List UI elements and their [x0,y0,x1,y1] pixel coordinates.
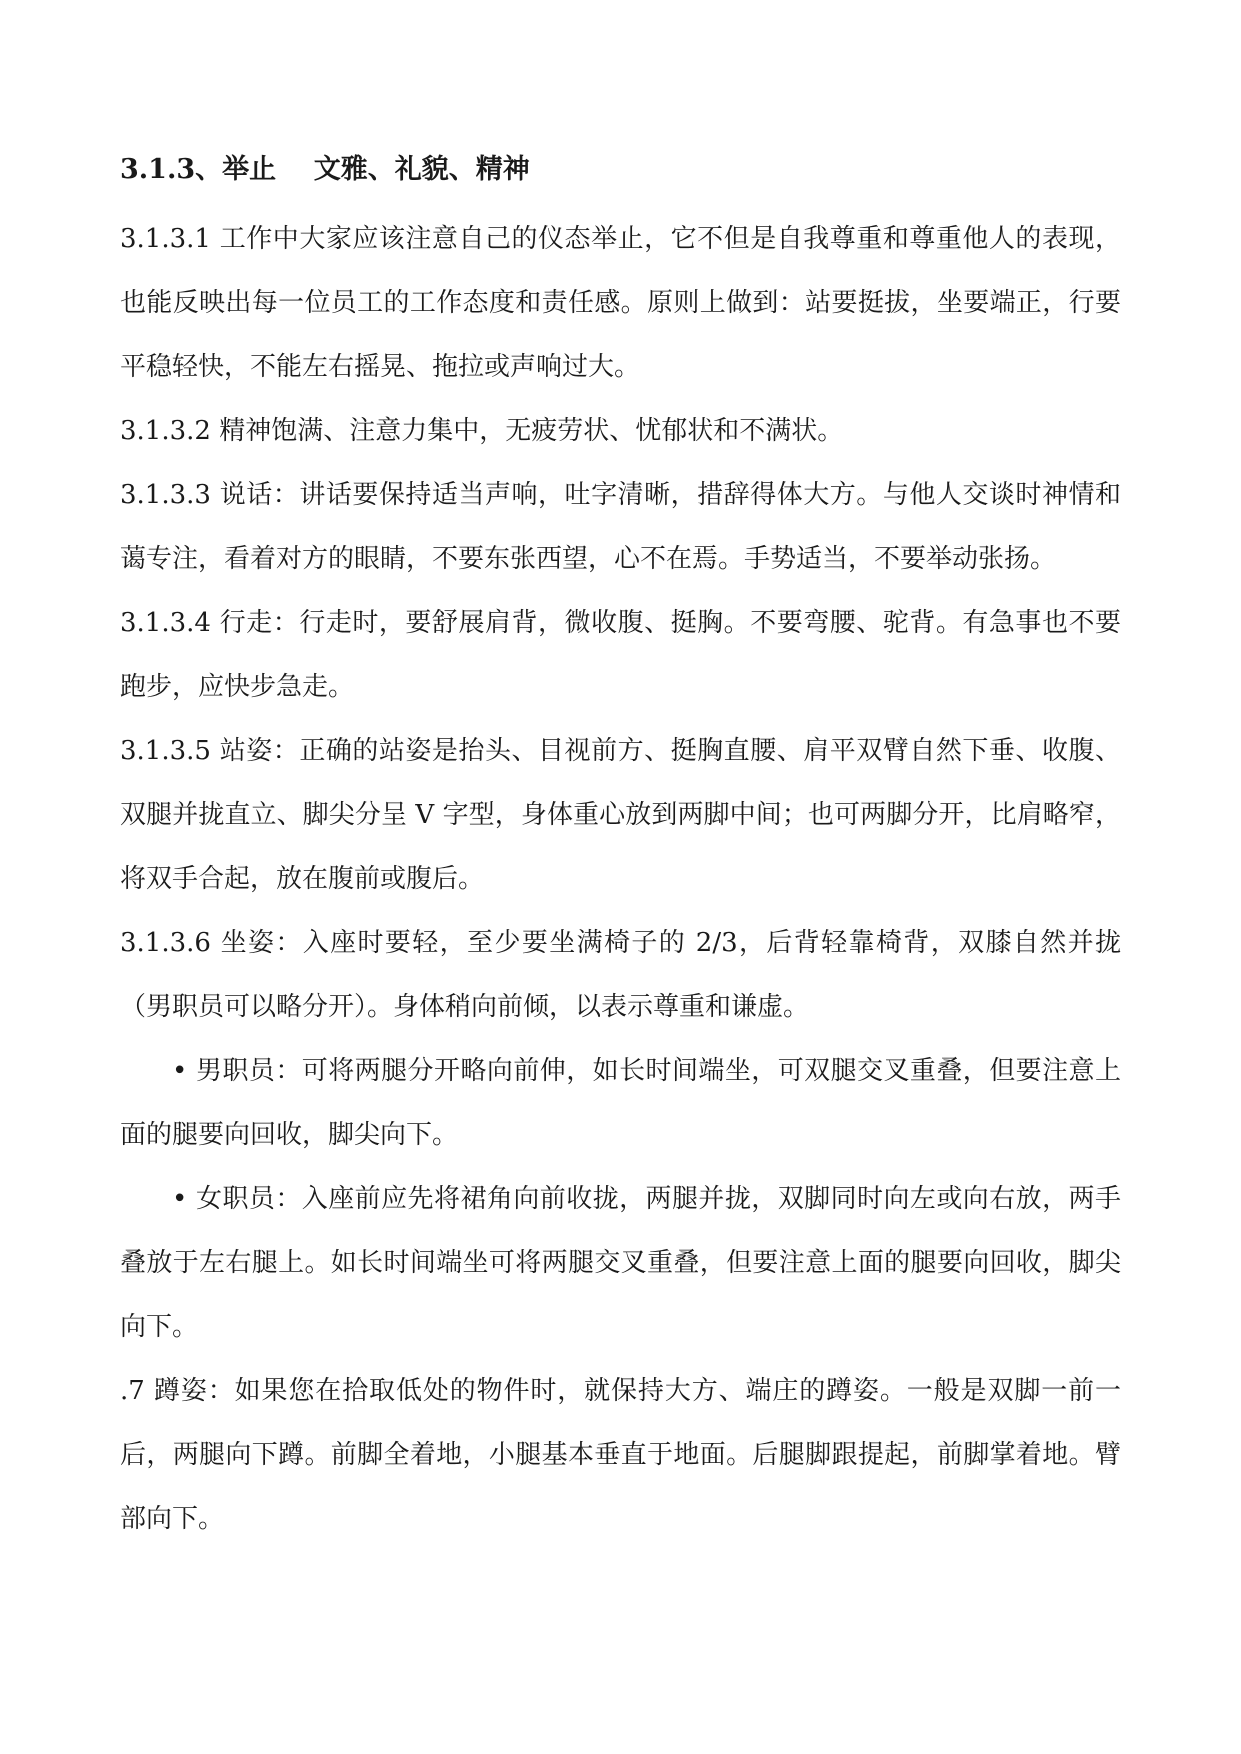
paragraph-3-1-3-3: 3.1.3.3 说话：讲话要保持适当声响，吐字清晰，措辞得体大方。与他人交谈时神情和蔼专注，看着对方的眼睛，不要东张西望，心不在焉。手势适当，不要举动张扬。 [120,480,1121,574]
paragraph-3-1-3-2: 3.1.3.2 精神饱满、注意力集中，无疲劳状、忧郁状和不满状。 [120,416,844,446]
paragraph-3-1-3-6: 3.1.3.6 坐姿：入座时要轻，至少要坐满椅子的 2/3，后背轻靠椅背，双膝自然并拢（男职员可以略分开）。身体稍向前倾，以表示尊重和谦虚。 [120,928,1121,1022]
paragraph-3-1-3-4: 3.1.3.4 行走：行走时，要舒展肩背，微收腹、挺胸。不要弯腰、驼背。有急事也不要跑步，应快步急走。 [120,608,1121,702]
bullet-male-staff: • 男职员：可将两腿分开略向前伸，如长时间端坐，可双腿交叉重叠，但要注意上面的腿要向回收，脚尖向下。 [120,1056,1121,1150]
bullet-female-staff: • 女职员：入座前应先将裙角向前收拢，两腿并拢，双脚同时向左或向右放，两手叠放于左右腿上。如长时间端坐可将两腿交叉重叠，但要注意上面的腿要向回收，脚尖向下。 [120,1184,1121,1342]
paragraph-3-1-3-1: 3.1.3.1 工作中大家应该注意自己的仪态举止，它不但是自我尊重和尊重他人的表现，也能反映出每一位员工的工作态度和责任感。原则上做到：站要挺拔，坐要端正，行要平稳轻快，不能左右摇晃、拖拉或声响过大。 [120,224,1121,382]
paragraph-squat-posture: .7 蹲姿：如果您在拾取低处的物件时，就保持大方、端庄的蹲姿。一般是双脚一前一后，两腿向下蹲。前脚全着地，小腿基本垂直于地面。后腿脚跟提起，前脚掌着地。臂部向下。 [120,1376,1121,1534]
section-heading: 3.1.3、举止 文雅、礼貌、精神 [120,154,530,185]
paragraph-3-1-3-5: 3.1.3.5 站姿：正确的站姿是抬头、目视前方、挺胸直腰、肩平双臂自然下垂、收腹、双腿并拢直立、脚尖分呈 V 字型，身体重心放到两脚中间；也可两脚分开，比肩略窄，将双手合起，放在腹前或腹后。 [120,736,1121,894]
